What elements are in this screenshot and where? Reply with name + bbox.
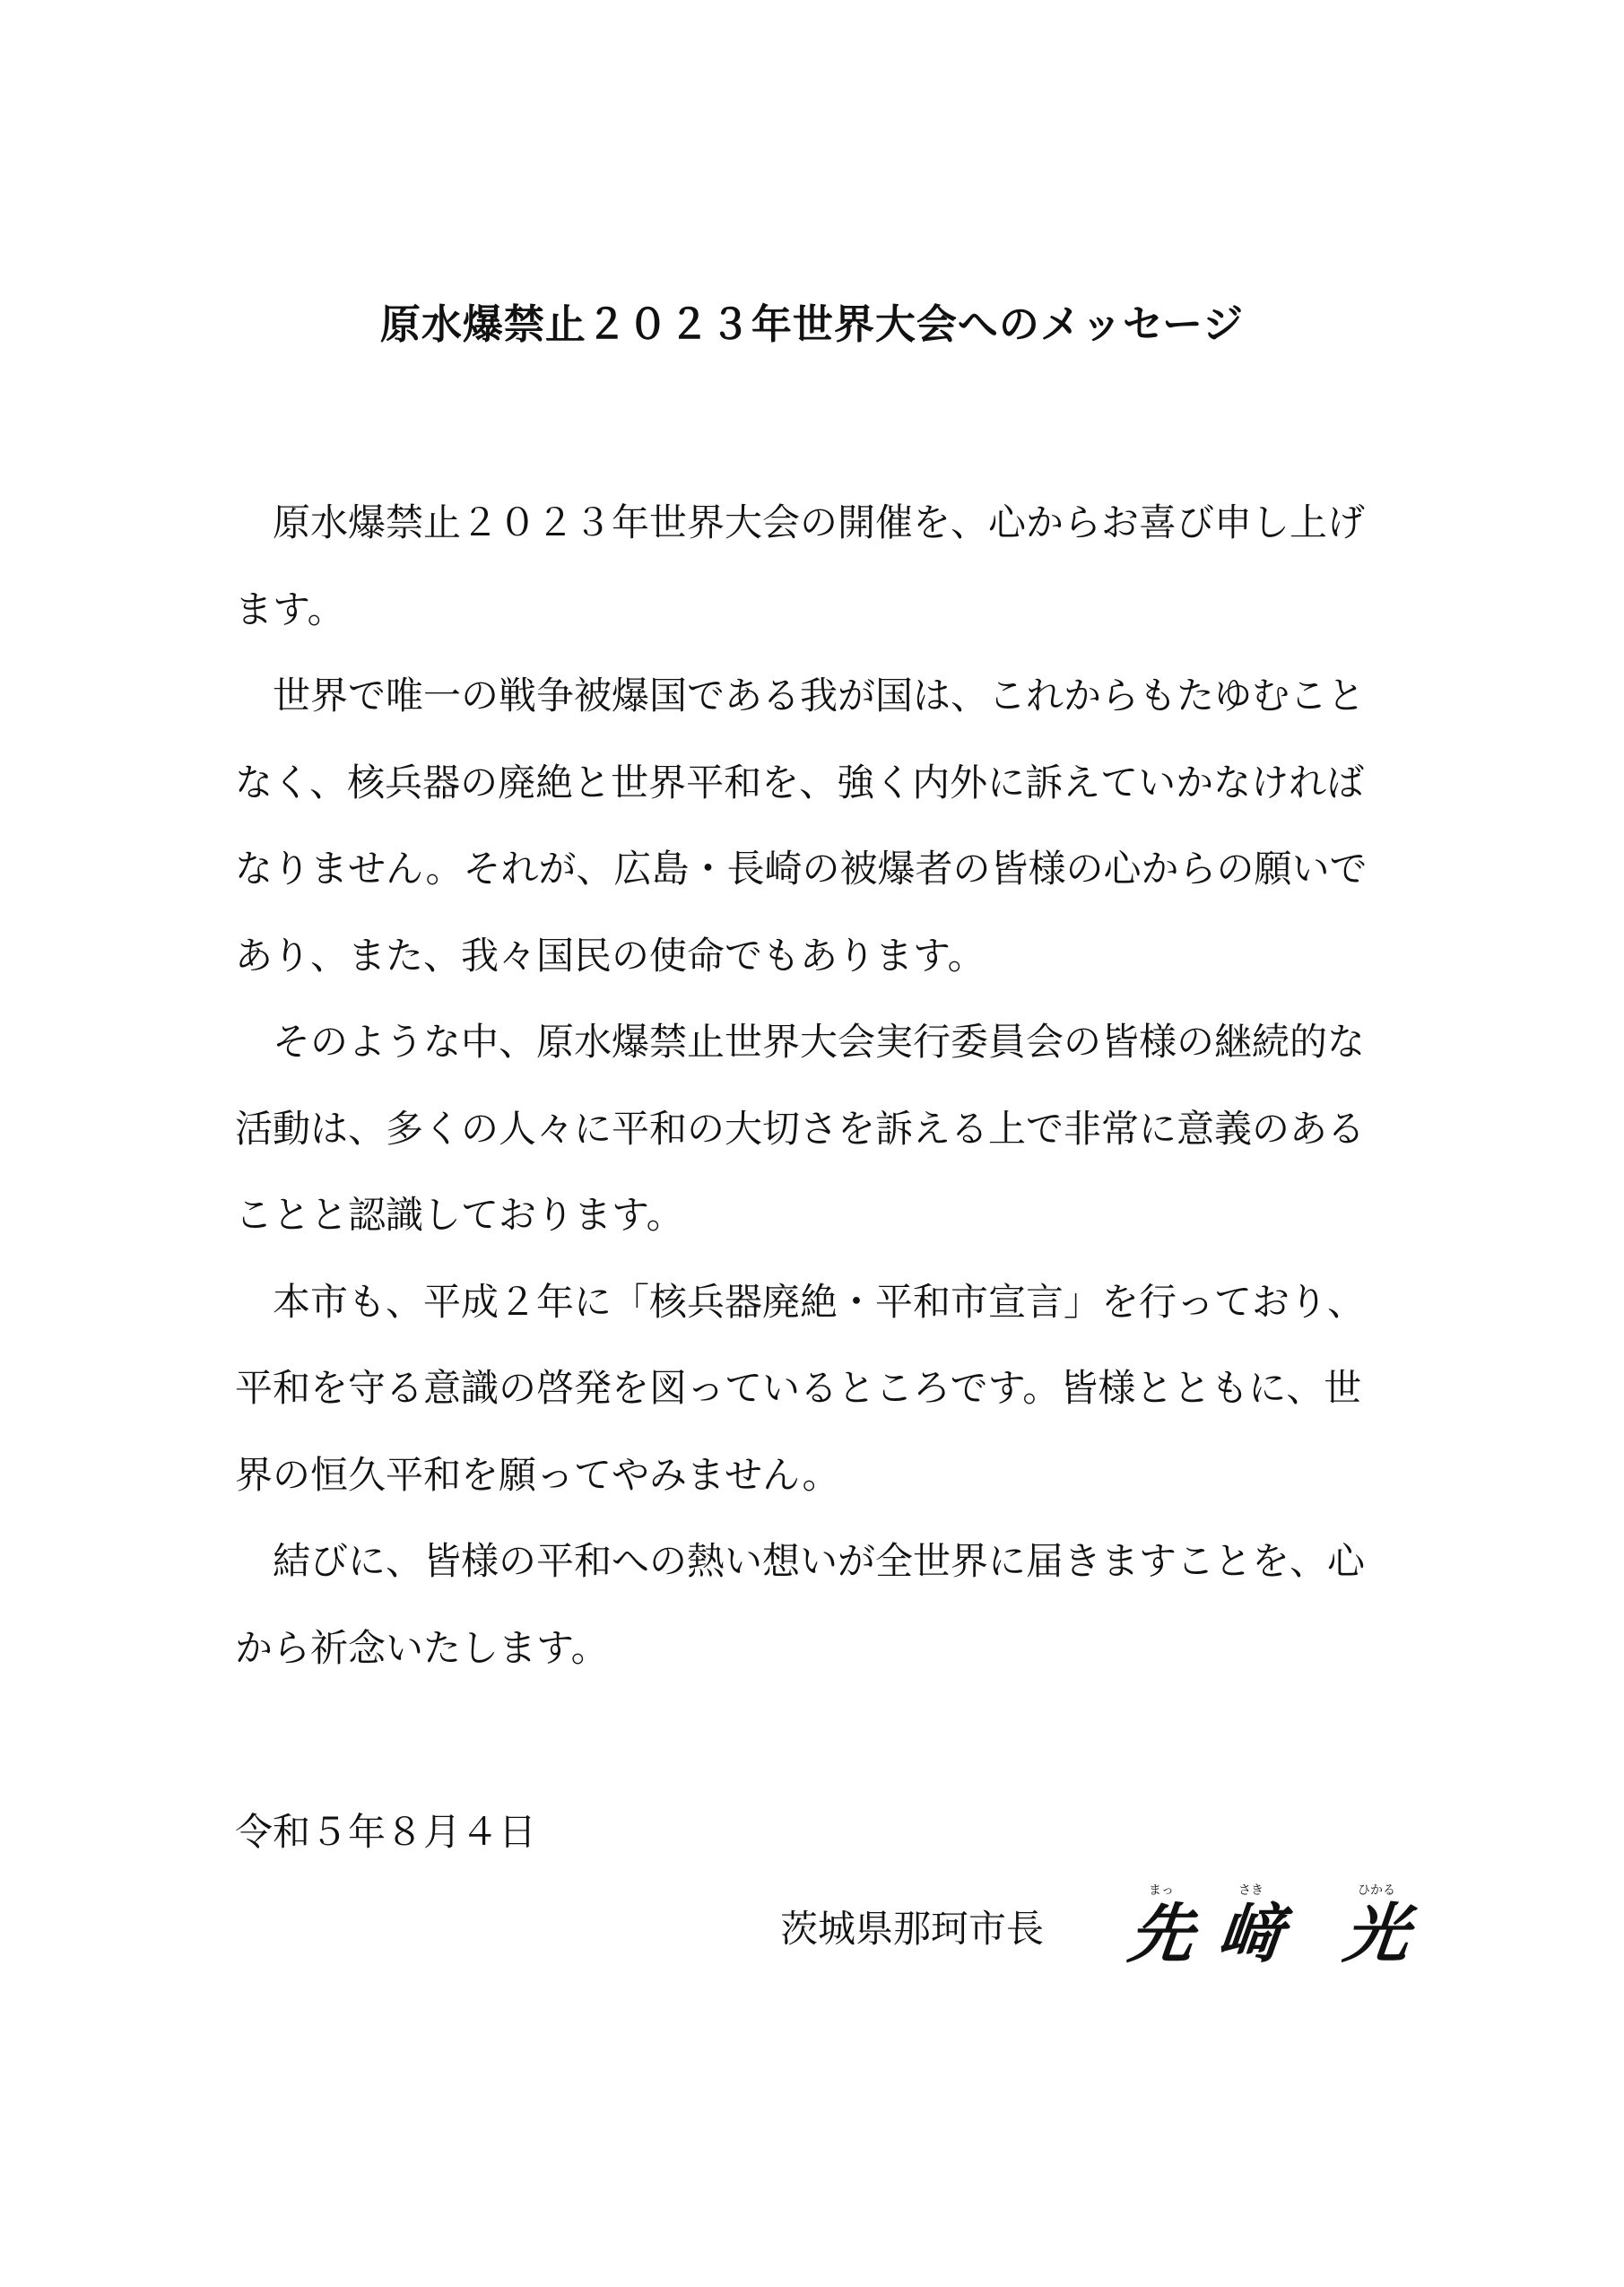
text-line: なく、核兵器の廃絶と世界平和を、強く内外に訴えていかなければ — [235, 760, 1365, 804]
paragraph-committee-activities — [235, 999, 1410, 1259]
signature-block — [0, 1865, 1624, 1982]
text-line: 本市も、平成２年に「核兵器廃絶・平和市宣言」を行っており、 — [235, 1279, 1366, 1324]
text-line: あり、また、我々国民の使命でもあります。 — [235, 933, 986, 978]
furigana: まっ — [1149, 1883, 1174, 1898]
signature-name-char — [1121, 1883, 1202, 1970]
date: 令和５年８月４日 — [235, 1810, 537, 1854]
text-line: 活動は、多くの人々に平和の大切さを訴える上で非常に意義のある — [235, 1106, 1366, 1151]
message-body — [235, 480, 1410, 1691]
furigana: さき — [1238, 1883, 1264, 1898]
paragraph-congratulations — [235, 480, 1410, 653]
text-line: 平和を守る意識の啓発を図っているところです。皆様とともに、世 — [235, 1366, 1362, 1410]
name-kanji: 光 — [1340, 1895, 1413, 1971]
text-line: ます。 — [235, 587, 345, 631]
text-line: そのような中、原水爆禁止世界大会実行委員会の皆様の継続的な — [235, 1020, 1366, 1064]
text-line: 結びに、皆様の平和への熱い想いが全世界に届きますことを、心 — [235, 1539, 1366, 1583]
mayor-title: 茨城県那珂市長 — [780, 1907, 1045, 1951]
name-kanji: 先 — [1125, 1895, 1198, 1971]
text-line: 原水爆禁止２０２３年世界大会の開催を、心からお喜び申し上げ — [235, 500, 1366, 544]
paragraph-closing — [235, 1518, 1410, 1691]
text-line: なりません。それが、広島・長崎の被爆者の皆様の心からの願いで — [235, 847, 1368, 891]
signature-name-char — [1211, 1883, 1291, 1970]
furigana: ひかる — [1358, 1883, 1395, 1898]
signature-name-char — [1336, 1883, 1417, 1970]
text-line: から祈念いたします。 — [235, 1625, 609, 1670]
paragraph-national-mission — [235, 653, 1410, 999]
paragraph-city-declaration — [235, 1259, 1410, 1519]
text-line: 世界で唯一の戦争被爆国である我が国は、これからもたゆむこと — [235, 674, 1366, 717]
text-line: ことと認識しております。 — [235, 1193, 684, 1237]
text-line: 界の恒久平和を願ってやみません。 — [235, 1452, 840, 1497]
name-kanji: 﨑 — [1214, 1895, 1288, 1971]
page-title: 原水爆禁止２０２３年世界大会へのメッセージ — [379, 300, 1245, 348]
